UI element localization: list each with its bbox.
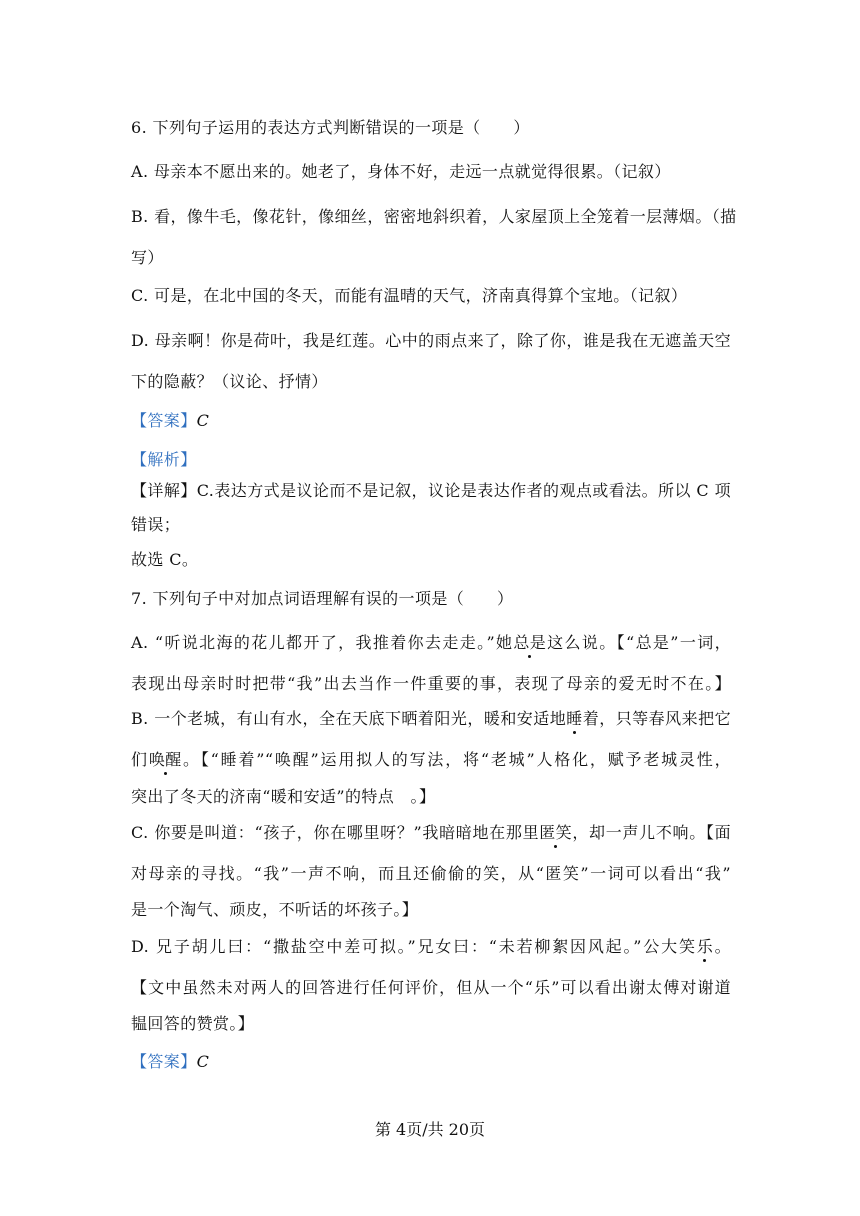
text-segment: 这么说。【“总是”一词， — [546, 633, 731, 652]
q6-detail-line2: 错误； — [131, 515, 181, 534]
q7-option-a-line1 — [131, 633, 731, 653]
q7-stem: 7. 下列句子中对加点词语理解有误的一项是（ ） — [131, 589, 514, 608]
q7-option-c-line1 — [131, 823, 731, 843]
emphasis-dotted-word: 匿笑 — [539, 823, 573, 842]
q7-option-c-line2: 对母亲的寻找。“我”一声不响，而且还偷偷的笑，从“匿笑”一词可以看出“我” — [131, 864, 731, 883]
text-segment: C. 你要是叫道：“孩子，你在哪里呀？”我暗暗地在那里 — [131, 823, 540, 842]
q7-answer — [131, 1052, 731, 1072]
answer-tag: 【答案】 — [131, 411, 197, 430]
answer-tag: 【答案】 — [131, 1052, 197, 1071]
q7-option-d-line2: 【文中虽然未对两人的回答进行任何评价，但从一个“乐”可以看出谢太傅对谢道 — [131, 978, 731, 997]
q6-option-d-line2: 下的隐蔽？（议论、抒情） — [131, 372, 328, 391]
text-segment: 着，只等春风来把它 — [582, 709, 731, 728]
text-segment: ，却一声儿不响。【面 — [572, 823, 731, 842]
q6-option-a: A. 母亲本不愿出来的。她老了，身体不好，走远一点就觉得很累。（记叙） — [131, 162, 671, 181]
text-segment: D. 兄子胡儿曰：“撒盐空中差可拟。”兄女曰：“未若柳絮因风起。”公大笑 — [131, 937, 697, 956]
text-segment: B. 一个老城，有山有水，全在天底下晒着阳光，暖和安适地 — [131, 709, 567, 728]
emphasis-dotted-word: 总是 — [513, 633, 547, 652]
q7-option-b-line2 — [131, 750, 731, 770]
emphasis-dotted-word: 睡 — [566, 709, 583, 728]
emphasis-dotted-word: 乐 — [696, 937, 714, 956]
page-number-footer: 第 4页/共 20页 — [374, 1120, 486, 1139]
text-segment: 。 — [713, 937, 731, 956]
q7-option-b-line3: 突出了冬天的济南“暖和安适”的特点 。】 — [131, 787, 436, 806]
q7-option-d-line3: 韫回答的赞赏。】 — [131, 1014, 255, 1033]
q6-option-b-line2: 写） — [131, 248, 164, 267]
answer-value: C — [196, 1052, 210, 1071]
analysis-tag: 【解析】 — [131, 450, 197, 469]
q6-option-b-line1: B. 看，像牛毛，像花针，像细丝，密密地斜织着，人家屋顶上全笼着一层薄烟。（描 — [131, 207, 737, 226]
q6-stem: 6. 下列句子运用的表达方式判断错误的一项是（ ） — [131, 118, 530, 137]
text-segment: A. “听说北海的花儿都开了，我推着你去走走。”她 — [131, 633, 514, 652]
q6-detail-line3: 故选 C。 — [131, 550, 199, 569]
q6-option-d-line1: D. 母亲啊！你是荷叶，我是红莲。心中的雨点来了，除了你，谁是我在无遮盖天空 — [131, 331, 731, 350]
q7-option-a-line2: 表现出母亲时时把带“我”出去当作一件重要的事，表现了母亲的爱无时不在。】 — [131, 674, 731, 693]
text-segment: 们 — [131, 750, 149, 769]
q7-option-d-line1 — [131, 937, 731, 957]
q6-answer — [131, 411, 731, 431]
text-segment: 。【“睡着”“唤醒”运用拟人的写法，将“老城”人格化，赋予老城灵性， — [181, 750, 731, 769]
q6-detail-line1: 【详解】C.表达方式是议论而不是记叙，议论是表达作者的观点或看法。所以 C 项 — [131, 481, 731, 500]
answer-value: C — [196, 411, 210, 430]
q7-option-b-line1 — [131, 709, 731, 729]
emphasis-dotted-word: 唤醒 — [148, 750, 182, 769]
q7-option-c-line3: 是一个淘气、顽皮，不听话的坏孩子。】 — [131, 900, 419, 919]
q6-option-c: C. 可是，在北中国的冬天，而能有温晴的天气，济南真得算个宝地。（记叙） — [131, 286, 688, 305]
